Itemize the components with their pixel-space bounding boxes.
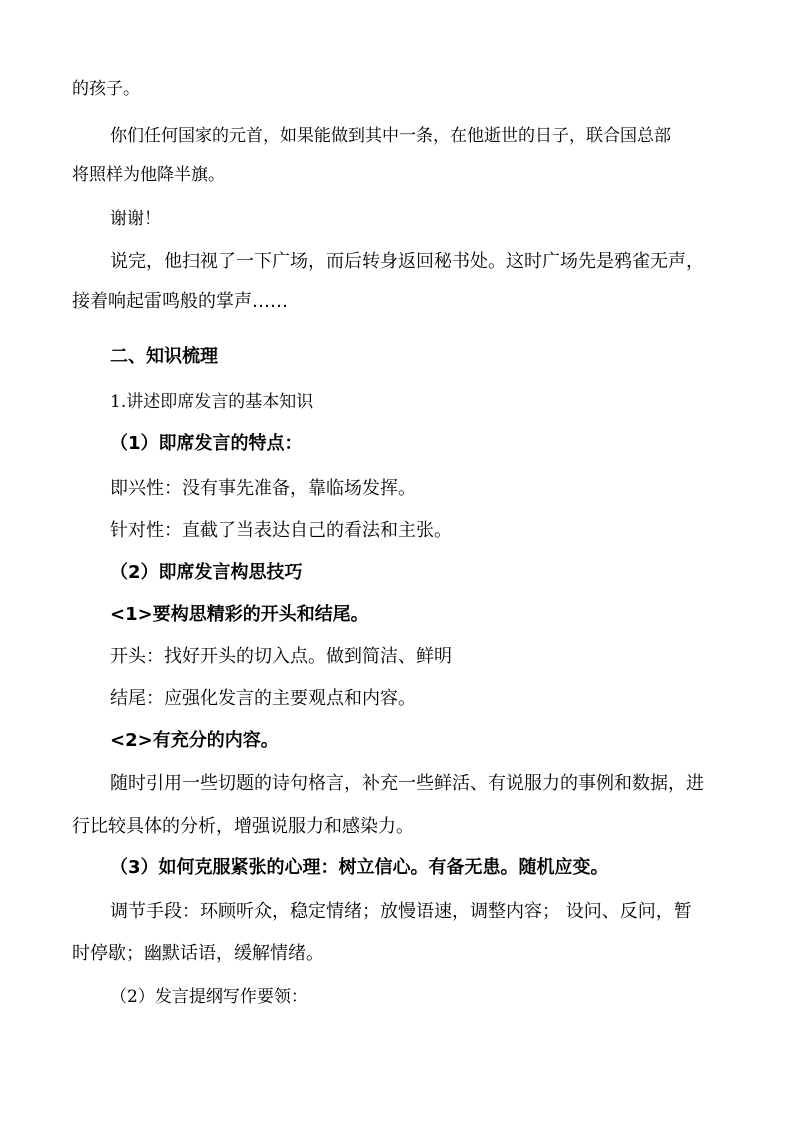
text-line: 随时引用一些切题的诗句格言，补充一些鲜活、有说服力的事例和数据，进 [110,773,704,794]
subheading: （1）即席发言的特点： [110,433,303,454]
text-line: 你们任何国家的元首，如果能做到其中一条，在他逝世的日子，联合国总部 [110,126,671,146]
text-line: 开头：找好开头的切入点。做到简洁、鲜明 [110,646,452,667]
text-line: 即兴性：没有事先准备，靠临场发挥。 [110,478,416,499]
text-line: 时停歇；幽默话语，缓解情绪。 [72,943,324,964]
text-line: 针对性：直截了当表达自己的看法和主张。 [110,520,452,541]
text-line: 调节手段：环顾听众，稳定情绪；放慢语速，调整内容； 设问、反问，暂 [110,901,692,922]
text-line: 行比较具体的分析，增强说服力和感染力。 [72,816,414,837]
text-line: 接着响起雷鸣般的掌声…… [72,291,288,312]
subheading: （2）发言提纲写作要领： [110,987,308,1007]
text-line: 将照样为他降半旗。 [72,165,225,185]
subheading: 1.讲述即席发言的基本知识 [110,392,314,412]
text-line: 谢谢！ [110,209,161,229]
text-line: 说完，他扫视了一下广场，而后转身返回秘书处。这时广场先是鸦雀无声， [110,251,704,272]
subheading: （3）如何克服紧张的心理：树立信心。有备无患。随机应变。 [110,857,609,878]
section-heading: 二、知识梳理 [110,346,218,367]
text-line: 结尾：应强化发言的主要观点和内容。 [110,688,416,709]
subheading: <1>要构思精彩的开头和结尾。 [110,604,369,625]
subheading: <2>有充分的内容。 [110,730,279,751]
subheading: （2）即席发言构思技巧 [110,562,303,583]
text-line: 的孩子。 [72,79,140,99]
